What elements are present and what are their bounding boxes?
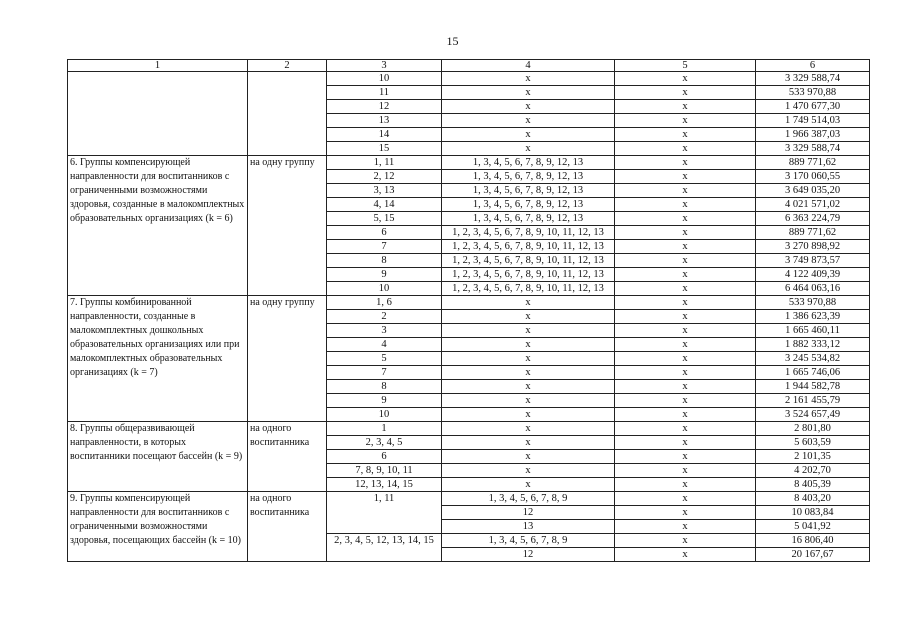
table-body: [68, 60, 870, 562]
table-cell: x: [615, 86, 756, 100]
table-cell: x: [615, 464, 756, 478]
table-cell: x: [442, 450, 615, 464]
table-cell: 3 270 898,92: [756, 240, 870, 254]
table-cell: 5: [327, 352, 442, 366]
table-cell: x: [442, 310, 615, 324]
table-cell: 4 021 571,02: [756, 198, 870, 212]
table-cell: x: [615, 184, 756, 198]
table-cell: 2, 12: [327, 170, 442, 184]
table-cell: 15: [327, 142, 442, 156]
table-cell: x: [615, 506, 756, 520]
table-cell: 1, 3, 4, 5, 6, 7, 8, 9, 12, 13: [442, 156, 615, 170]
table-cell: x: [442, 128, 615, 142]
tariff-table: [67, 59, 870, 562]
table-cell: 3 170 060,55: [756, 170, 870, 184]
table-cell: 3 329 588,74: [756, 72, 870, 86]
table-cell: x: [615, 282, 756, 296]
table-cell: 7: [327, 366, 442, 380]
table-cell: 1, 3, 4, 5, 6, 7, 8, 9, 12, 13: [442, 212, 615, 226]
group-name-cell: 7. Группы комбинированной направленности, созданные в малокомплектных дошкольных образовательных организациях или при малокомплектных образовательных организациях (k = 7): [68, 296, 248, 422]
table-cell: x: [615, 520, 756, 534]
table-cell: 3 649 035,20: [756, 184, 870, 198]
table-cell: 13: [327, 114, 442, 128]
table-cell: x: [615, 268, 756, 282]
table-cell: x: [442, 86, 615, 100]
table-row: [68, 492, 870, 506]
table-cell: x: [615, 380, 756, 394]
table-cell: 2 161 455,79: [756, 394, 870, 408]
table-cell: x: [615, 240, 756, 254]
table-cell: x: [615, 408, 756, 422]
table-cell: 889 771,62: [756, 226, 870, 240]
column-header: 6: [756, 60, 870, 72]
table-cell: x: [615, 352, 756, 366]
table-row: [68, 296, 870, 310]
table-cell: x: [442, 422, 615, 436]
column-header: 3: [327, 60, 442, 72]
table-cell: 12: [442, 506, 615, 520]
table-cell: x: [442, 338, 615, 352]
table-cell: x: [442, 380, 615, 394]
table-cell: 1: [327, 422, 442, 436]
table-cell: x: [442, 72, 615, 86]
table-cell: 14: [327, 128, 442, 142]
table-cell: x: [615, 478, 756, 492]
table-cell: 8: [327, 380, 442, 394]
table-cell: x: [615, 212, 756, 226]
table-cell: 7: [327, 240, 442, 254]
table-cell: 6: [327, 450, 442, 464]
table-cell: 6: [327, 226, 442, 240]
table-cell: 5 041,92: [756, 520, 870, 534]
table-cell: x: [615, 226, 756, 240]
table-cell: 8: [327, 254, 442, 268]
table-cell: 1, 3, 4, 5, 6, 7, 8, 9: [442, 492, 615, 506]
table-cell: x: [442, 296, 615, 310]
table-cell: 3 524 657,49: [756, 408, 870, 422]
table-row: [68, 156, 870, 170]
column-header: 1: [68, 60, 248, 72]
unit-cell: на одного воспитанника: [248, 422, 327, 492]
table-cell: x: [615, 324, 756, 338]
column-header: 4: [442, 60, 615, 72]
table-cell: 3: [327, 324, 442, 338]
table-cell: 2, 3, 4, 5: [327, 436, 442, 450]
table-cell: x: [615, 170, 756, 184]
table-cell: x: [615, 366, 756, 380]
table-cell: x: [442, 142, 615, 156]
table-cell: x: [615, 254, 756, 268]
table-cell: x: [442, 408, 615, 422]
table-cell: x: [615, 436, 756, 450]
table-row: [68, 72, 870, 86]
table-cell: x: [615, 156, 756, 170]
table-cell: x: [615, 142, 756, 156]
unit-cell: на одного воспитанника: [248, 492, 327, 562]
table-cell: 1, 2, 3, 4, 5, 6, 7, 8, 9, 10, 11, 12, 13: [442, 240, 615, 254]
page-number: 15: [446, 34, 459, 48]
table-cell: 1, 2, 3, 4, 5, 6, 7, 8, 9, 10, 11, 12, 13: [442, 226, 615, 240]
table-cell: 12: [327, 100, 442, 114]
table-cell: 5 603,59: [756, 436, 870, 450]
table-cell: x: [615, 100, 756, 114]
table-cell: 2, 3, 4, 5, 12, 13, 14, 15: [327, 534, 442, 562]
table-cell: 1 882 333,12: [756, 338, 870, 352]
table-cell: x: [615, 394, 756, 408]
group-name-cell: 9. Группы компенсирующей направленности для воспитанников с ограниченными возможностями здоровья, посещающих бассейн (k = 10): [68, 492, 248, 562]
table-cell: 1 944 582,78: [756, 380, 870, 394]
column-header: 5: [615, 60, 756, 72]
table-cell: x: [615, 72, 756, 86]
table-cell: 6 464 063,16: [756, 282, 870, 296]
table-cell: x: [442, 114, 615, 128]
table-cell: x: [615, 548, 756, 562]
table-cell: 4, 14: [327, 198, 442, 212]
table-cell: 16 806,40: [756, 534, 870, 548]
column-header: 2: [248, 60, 327, 72]
table-cell: 533 970,88: [756, 86, 870, 100]
table-cell: 3, 13: [327, 184, 442, 198]
table-cell: x: [615, 198, 756, 212]
table-cell: 7, 8, 9, 10, 11: [327, 464, 442, 478]
table-cell: 1, 2, 3, 4, 5, 6, 7, 8, 9, 10, 11, 12, 13: [442, 268, 615, 282]
table-cell: 3 329 588,74: [756, 142, 870, 156]
table-cell: 1, 11: [327, 156, 442, 170]
table-cell: x: [615, 338, 756, 352]
table-cell: 20 167,67: [756, 548, 870, 562]
table-cell: 2 101,35: [756, 450, 870, 464]
table-cell: 3 749 873,57: [756, 254, 870, 268]
table-cell: 1, 3, 4, 5, 6, 7, 8, 9, 12, 13: [442, 184, 615, 198]
table-cell: x: [442, 324, 615, 338]
table-cell: 12, 13, 14, 15: [327, 478, 442, 492]
table-cell: 13: [442, 520, 615, 534]
table-cell: x: [615, 114, 756, 128]
table-cell: 4 122 409,39: [756, 268, 870, 282]
table-cell: 2: [327, 310, 442, 324]
table-cell: 889 771,62: [756, 156, 870, 170]
table-cell: 10: [327, 72, 442, 86]
table-cell: 1 966 387,03: [756, 128, 870, 142]
group-name-cell: 6. Группы компенсирующей направленности для воспитанников с ограниченными возможностями здоровья, созданные в малокомплектных образовательных организациях (k = 6): [68, 156, 248, 296]
unit-cell: на одну группу: [248, 296, 327, 422]
table-cell: 1, 3, 4, 5, 6, 7, 8, 9, 12, 13: [442, 170, 615, 184]
table-cell: 6 363 224,79: [756, 212, 870, 226]
table-cell: x: [615, 310, 756, 324]
header-row: [68, 60, 870, 72]
table-cell: 1 665 746,06: [756, 366, 870, 380]
table-cell: 1, 3, 4, 5, 6, 7, 8, 9: [442, 534, 615, 548]
table-cell: 533 970,88: [756, 296, 870, 310]
table-cell: 1 470 677,30: [756, 100, 870, 114]
table-row: [68, 422, 870, 436]
table-cell: x: [442, 436, 615, 450]
table-cell: x: [442, 464, 615, 478]
table-cell: 1 386 623,39: [756, 310, 870, 324]
table-cell: 1, 3, 4, 5, 6, 7, 8, 9, 12, 13: [442, 198, 615, 212]
table-cell: x: [442, 352, 615, 366]
table-cell: x: [442, 478, 615, 492]
table-cell: x: [615, 492, 756, 506]
table-cell: 1 665 460,11: [756, 324, 870, 338]
table-cell: 9: [327, 268, 442, 282]
table-cell: 1, 11: [327, 492, 442, 534]
table-cell: x: [442, 394, 615, 408]
table-cell: 8 403,20: [756, 492, 870, 506]
unit-cell: [248, 72, 327, 156]
table-cell: 10 083,84: [756, 506, 870, 520]
table-cell: 3 245 534,82: [756, 352, 870, 366]
table-cell: 4: [327, 338, 442, 352]
table-cell: 4 202,70: [756, 464, 870, 478]
table-cell: 1, 6: [327, 296, 442, 310]
table-cell: 10: [327, 282, 442, 296]
table-cell: 11: [327, 86, 442, 100]
table-cell: x: [442, 100, 615, 114]
table-cell: 5, 15: [327, 212, 442, 226]
unit-cell: на одну группу: [248, 156, 327, 296]
group-name-cell: [68, 72, 248, 156]
table-cell: x: [615, 422, 756, 436]
table-cell: x: [615, 128, 756, 142]
table-cell: 2 801,80: [756, 422, 870, 436]
table-cell: 9: [327, 394, 442, 408]
table-cell: 1, 2, 3, 4, 5, 6, 7, 8, 9, 10, 11, 12, 13: [442, 282, 615, 296]
table-cell: 12: [442, 548, 615, 562]
table-cell: 1, 2, 3, 4, 5, 6, 7, 8, 9, 10, 11, 12, 13: [442, 254, 615, 268]
table-cell: 8 405,39: [756, 478, 870, 492]
group-name-cell: 8. Группы общеразвивающей направленности, в которых воспитанники посещают бассейн (k = 9): [68, 422, 248, 492]
table-cell: x: [615, 450, 756, 464]
table-cell: 10: [327, 408, 442, 422]
table-cell: x: [615, 296, 756, 310]
table-cell: x: [615, 534, 756, 548]
table-cell: x: [442, 366, 615, 380]
table-cell: 1 749 514,03: [756, 114, 870, 128]
